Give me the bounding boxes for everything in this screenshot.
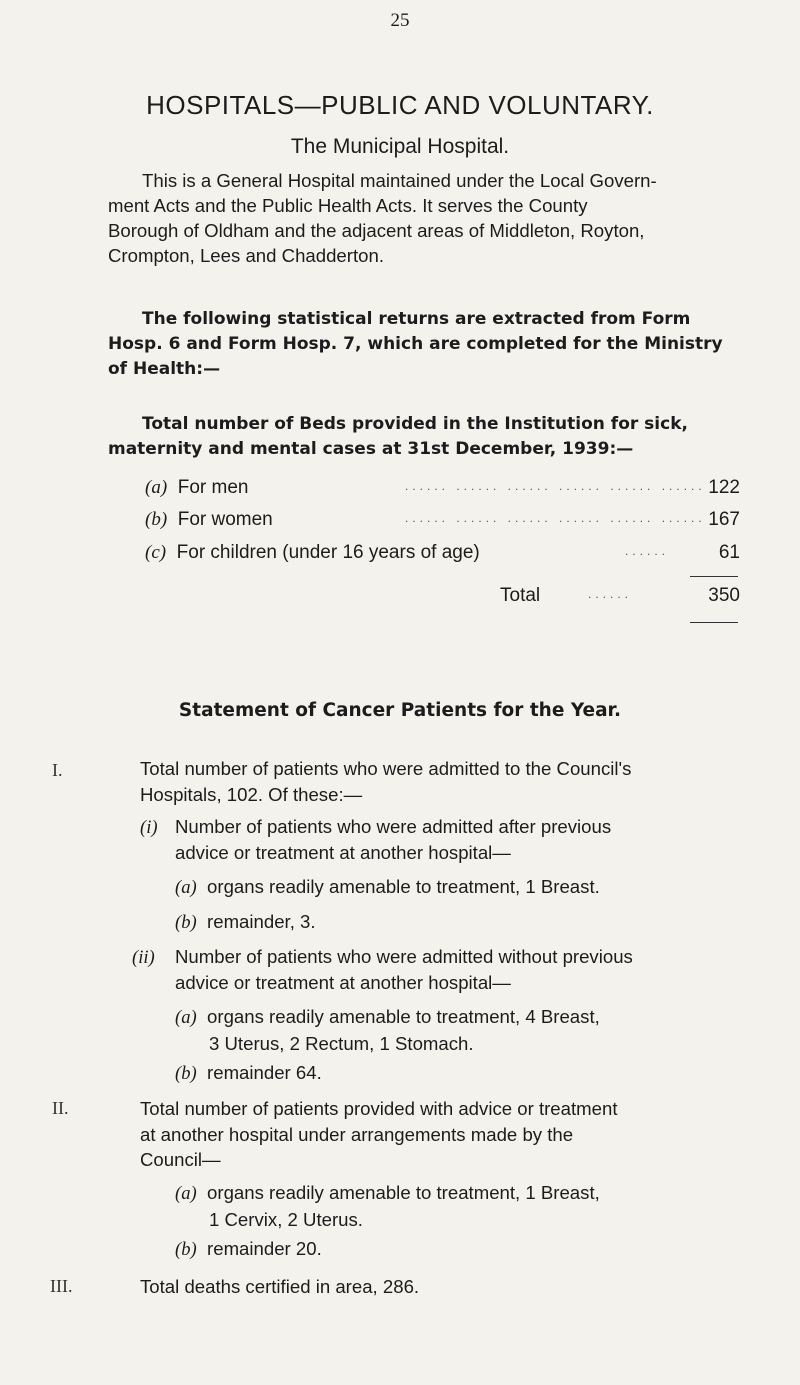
beds-row-children <box>145 542 740 568</box>
beds-row-label: For women <box>177 509 273 530</box>
section-III-text: Total deaths certified in area, 286. <box>140 1276 420 1297</box>
beds-total-label: Total <box>500 585 541 606</box>
section-I-ii-line-1: Number of patients who were admitted without previous <box>175 946 633 967</box>
section-I-numeral: I. <box>52 760 63 780</box>
section-I-i-line-2: advice or treatment at another hospital— <box>175 841 511 863</box>
section-I-ii-line-2: advice or treatment at another hospital— <box>175 971 511 993</box>
section-II-text <box>140 1096 740 1173</box>
section-I-i-text <box>175 814 740 865</box>
section-II-a: (a) organs readily amenable to treatment, 1 Breast, 1 Cervix, 2 Uterus. <box>175 1182 600 1230</box>
intro-paragraph <box>108 153 743 268</box>
leader-dots: ...... <box>625 544 670 558</box>
section-II-b: (b) remainder 20. <box>175 1238 322 1260</box>
intro-line-2: ment Acts and the Public Health Acts. It serves the County <box>108 195 588 216</box>
beds-heading-line-1: Total number of Beds provided in the Institution for sick, <box>142 414 688 434</box>
page-number: 25 <box>390 10 410 31</box>
returns-paragraph <box>108 307 743 382</box>
returns-line-3: of Health:— <box>108 359 221 379</box>
beds-row-women <box>145 509 740 535</box>
total-rule <box>690 622 738 623</box>
section-I-text <box>140 756 740 807</box>
intro-line-3: Borough of Oldham and the adjacent areas of Middleton, Royton, <box>108 220 645 241</box>
section-I-ii-b: (b) remainder 64. <box>175 1062 322 1084</box>
leader-dots: ...... <box>588 587 633 601</box>
sum-rule <box>690 576 738 577</box>
section-subtitle: The Municipal Hospital. <box>290 135 510 158</box>
beds-total-row <box>500 585 740 611</box>
beds-total-value: 350 <box>708 585 740 606</box>
beds-row-label: For men <box>177 477 249 498</box>
section-I-i-b: (b) remainder, 3. <box>175 911 316 933</box>
section-II-line-1: Total number of patients provided with advice or treatment <box>140 1098 618 1119</box>
beds-row-label: For children (under 16 years of age) <box>176 542 480 563</box>
page-title: HOSPITALS—PUBLIC AND VOLUNTARY. <box>146 90 654 120</box>
section-I-i-a: (a) organs readily amenable to treatment, 1 Breast. <box>175 876 600 898</box>
beds-row-value: 61 <box>718 542 740 563</box>
section-III-numeral: III. <box>50 1276 73 1296</box>
beds-heading-line-2: maternity and mental cases at 31st December, 1939:— <box>108 439 634 459</box>
section-I-line-2: Hospitals, 102. Of these:— <box>140 783 363 805</box>
section-I-i-key: (i) <box>140 817 158 838</box>
beds-row-key: (b) <box>145 509 168 530</box>
intro-line-1: This is a General Hospital maintained under the Local Govern- <box>142 170 657 191</box>
leader-dots: ...... ...... ...... ...... ...... ...... <box>405 479 706 493</box>
beds-row-key: (a) <box>145 477 168 498</box>
beds-row-men <box>145 477 740 503</box>
beds-heading <box>108 412 743 462</box>
cancer-heading: Statement of Cancer Patients for the Year. <box>178 700 622 721</box>
section-I-ii-key: (ii) <box>132 947 155 968</box>
section-II-numeral: II. <box>52 1098 69 1118</box>
section-I-i-line-1: Number of patients who were admitted after previous <box>175 816 612 837</box>
returns-line-1: The following statistical returns are extracted from Form <box>142 309 691 329</box>
section-I-ii-a: (a) organs readily amenable to treatment, 4 Breast, 3 Uterus, 2 Rectum, 1 Stomach. <box>175 1006 600 1054</box>
leader-dots: ...... ...... ...... ...... ...... ...... <box>405 511 706 525</box>
beds-row-value: 167 <box>708 509 740 530</box>
intro-line-4: Crompton, Lees and Chadderton. <box>108 245 384 266</box>
section-II-line-2: at another hospital under arrangements made by the <box>140 1123 574 1145</box>
returns-line-2: Hosp. 6 and Form Hosp. 7, which are completed for the Ministry <box>108 334 723 354</box>
section-I-ii-text <box>175 944 740 995</box>
beds-row-key: (c) <box>145 542 167 563</box>
beds-row-value: 122 <box>708 477 740 498</box>
section-I-line-1: Total number of patients who were admitted to the Council's <box>140 758 632 779</box>
section-II-line-3: Council— <box>140 1149 221 1170</box>
